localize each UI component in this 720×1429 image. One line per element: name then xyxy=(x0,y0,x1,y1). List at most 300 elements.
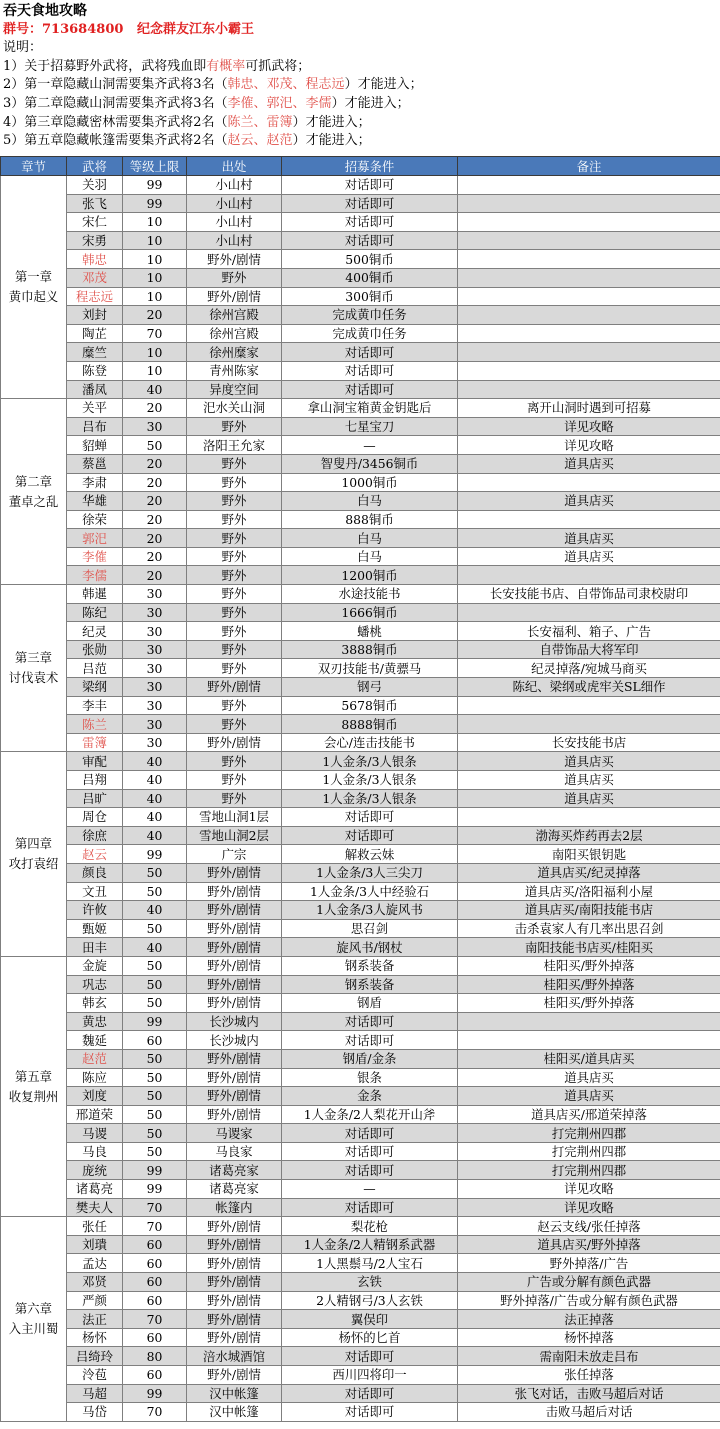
header-chapter: 章节 xyxy=(1,157,67,176)
remarks xyxy=(458,194,720,213)
level-cap: 20 xyxy=(123,473,187,492)
location: 野外 xyxy=(187,454,282,473)
group-memorial: 纪念群友江东小霸王 xyxy=(137,21,255,37)
recruit-condition: 智叟丹/3456铜币 xyxy=(282,454,458,473)
remarks xyxy=(458,566,720,585)
location: 马良家 xyxy=(187,1142,282,1161)
table-row xyxy=(1,1031,720,1050)
remarks: 道具店买 xyxy=(458,492,720,511)
level-cap: 60 xyxy=(123,1235,187,1254)
location: 雪地山洞1层 xyxy=(187,808,282,827)
recruit-condition: 400铜币 xyxy=(282,268,458,287)
remarks: 详见攻略 xyxy=(458,436,720,455)
level-cap: 99 xyxy=(123,1012,187,1031)
table-row xyxy=(1,863,720,882)
level-cap: 30 xyxy=(123,678,187,697)
chapter-title: 入主川蜀 xyxy=(8,1321,59,1337)
location: 野外/剧情 xyxy=(187,1273,282,1292)
note-highlight: 李傕、郭汜、李儒 xyxy=(227,95,332,111)
recruit-condition: 双刃技能书/黄骠马 xyxy=(282,659,458,678)
general-name: 周仓 xyxy=(67,808,123,827)
table-row xyxy=(1,901,720,920)
recruit-condition: 钢系装备 xyxy=(282,956,458,975)
table-row xyxy=(1,306,720,325)
location: 野外 xyxy=(187,771,282,790)
recruit-condition: 对话即可 xyxy=(282,380,458,399)
table-row xyxy=(1,1366,720,1385)
table-row xyxy=(1,399,720,418)
location: 野外 xyxy=(187,696,282,715)
table-row xyxy=(1,194,720,213)
general-name: 邓贤 xyxy=(67,1273,123,1292)
level-cap: 30 xyxy=(123,417,187,436)
recruit-condition: 梨花枪 xyxy=(282,1217,458,1236)
general-name: 许攸 xyxy=(67,901,123,920)
header-recruit-condition: 招募条件 xyxy=(282,157,458,176)
remarks: 需南阳未放走吕布 xyxy=(458,1347,720,1366)
header-remarks: 备注 xyxy=(458,157,720,176)
level-cap: 20 xyxy=(123,454,187,473)
chapter-title: 收复荆州 xyxy=(8,1088,59,1104)
remarks: 打完荆州四郡 xyxy=(458,1161,720,1180)
general-name: 宋勇 xyxy=(67,231,123,250)
location: 野外 xyxy=(187,547,282,566)
chapter-cell xyxy=(1,176,67,399)
note-text: ）才能进入； xyxy=(331,95,410,111)
general-name: 金旋 xyxy=(67,956,123,975)
table-row xyxy=(1,529,720,548)
location: 诸葛亮家 xyxy=(187,1161,282,1180)
general-name: 纪灵 xyxy=(67,622,123,641)
general-name: 邢道荣 xyxy=(67,1105,123,1124)
level-cap: 40 xyxy=(123,771,187,790)
chapter-number: 第五章 xyxy=(14,1068,53,1084)
note-text: 可抓武将； xyxy=(245,58,311,74)
level-cap: 20 xyxy=(123,547,187,566)
recruit-condition: 会心/连击技能书 xyxy=(282,733,458,752)
general-name: 孟达 xyxy=(67,1254,123,1273)
location: 野外 xyxy=(187,510,282,529)
recruit-condition: 1人黑鬃马/2人宝石 xyxy=(282,1254,458,1273)
remarks: 野外掉落/广告 xyxy=(458,1254,720,1273)
location: 野外/剧情 xyxy=(187,1328,282,1347)
recruit-condition: 七星宝刀 xyxy=(282,417,458,436)
recruit-condition: 1人金条/2人精钢系武器 xyxy=(282,1235,458,1254)
table-row xyxy=(1,752,720,771)
notes-title: 说明： xyxy=(3,40,43,56)
table-row xyxy=(1,1105,720,1124)
table-row xyxy=(1,696,720,715)
remarks: 详见攻略 xyxy=(458,1180,720,1199)
recruit-condition: 银条 xyxy=(282,1068,458,1087)
table-row xyxy=(1,1198,720,1217)
general-name: 严颜 xyxy=(67,1291,123,1310)
note-line xyxy=(3,76,717,95)
general-name: 李丰 xyxy=(67,696,123,715)
header-level-cap: 等级上限 xyxy=(123,157,187,176)
table-row xyxy=(1,1087,720,1106)
recruit-condition: 1人金条/2人梨花开山斧 xyxy=(282,1105,458,1124)
level-cap: 70 xyxy=(123,1217,187,1236)
general-name: 李儒 xyxy=(67,566,123,585)
note-text: 5）第五章隐藏帐篷需要集齐武将2名（ xyxy=(3,133,228,149)
level-cap: 10 xyxy=(123,268,187,287)
location: 野外/剧情 xyxy=(187,901,282,920)
remarks: 张任掉落 xyxy=(458,1366,720,1385)
general-name: 庞统 xyxy=(67,1161,123,1180)
chapter-number: 第三章 xyxy=(14,650,53,666)
level-cap: 60 xyxy=(123,1366,187,1385)
location: 野外/剧情 xyxy=(187,1254,282,1273)
location: 野外/剧情 xyxy=(187,1235,282,1254)
recruit-condition: 思召剑 xyxy=(282,919,458,938)
general-name: 徐庶 xyxy=(67,826,123,845)
general-name: 蔡邕 xyxy=(67,454,123,473)
remarks: 道具店买 xyxy=(458,771,720,790)
general-name: 刘封 xyxy=(67,306,123,325)
general-name: 吕范 xyxy=(67,659,123,678)
table-body xyxy=(1,176,720,1422)
note-line xyxy=(3,132,717,151)
location: 野外/剧情 xyxy=(187,1049,282,1068)
table-row xyxy=(1,919,720,938)
table-row xyxy=(1,492,720,511)
recruit-condition: 对话即可 xyxy=(282,1012,458,1031)
table-row xyxy=(1,1142,720,1161)
note-line xyxy=(3,95,717,114)
location: 帐篷内 xyxy=(187,1198,282,1217)
remarks: 道具店买/野外掉落 xyxy=(458,1235,720,1254)
remarks: 桂阳买/野外掉落 xyxy=(458,994,720,1013)
general-name: 陈应 xyxy=(67,1068,123,1087)
recruit-condition: 对话即可 xyxy=(282,361,458,380)
level-cap: 50 xyxy=(123,994,187,1013)
table-header-row xyxy=(1,157,720,176)
recruit-condition: 西川四将印一 xyxy=(282,1366,458,1385)
recruit-condition: 杨怀的匕首 xyxy=(282,1328,458,1347)
location: 野外/剧情 xyxy=(187,1217,282,1236)
table-row xyxy=(1,231,720,250)
table-row xyxy=(1,1161,720,1180)
level-cap: 99 xyxy=(123,1384,187,1403)
table-row xyxy=(1,1403,720,1422)
table-row xyxy=(1,1310,720,1329)
level-cap: 50 xyxy=(123,1124,187,1143)
recruit-condition: 3888铜币 xyxy=(282,640,458,659)
level-cap: 10 xyxy=(123,343,187,362)
table-row xyxy=(1,1049,720,1068)
table-row xyxy=(1,1012,720,1031)
table-row xyxy=(1,547,720,566)
level-cap: 30 xyxy=(123,715,187,734)
remarks: 打完荆州四郡 xyxy=(458,1124,720,1143)
level-cap: 70 xyxy=(123,1198,187,1217)
general-name: 吕旷 xyxy=(67,789,123,808)
table-row xyxy=(1,176,720,195)
general-name: 陈登 xyxy=(67,361,123,380)
location: 野外/剧情 xyxy=(187,938,282,957)
recruit-condition: 1人金条/3人银条 xyxy=(282,771,458,790)
level-cap: 10 xyxy=(123,250,187,269)
location: 野外/剧情 xyxy=(187,1087,282,1106)
remarks: 法正掉落 xyxy=(458,1310,720,1329)
remarks xyxy=(458,603,720,622)
general-name: 甄姬 xyxy=(67,919,123,938)
remarks: 道具店买/南阳技能书店 xyxy=(458,901,720,920)
remarks xyxy=(458,473,720,492)
header-location: 出处 xyxy=(187,157,282,176)
general-name: 韩暹 xyxy=(67,585,123,604)
general-name: 潘凤 xyxy=(67,380,123,399)
location: 雪地山洞2层 xyxy=(187,826,282,845)
recruit-condition: 白马 xyxy=(282,547,458,566)
general-name: 樊夫人 xyxy=(67,1198,123,1217)
chapter-number: 第六章 xyxy=(14,1301,53,1317)
level-cap: 50 xyxy=(123,919,187,938)
location: 野外/剧情 xyxy=(187,1291,282,1310)
level-cap: 50 xyxy=(123,1105,187,1124)
table-row xyxy=(1,1384,720,1403)
table-row xyxy=(1,250,720,269)
general-name: 宋仁 xyxy=(67,213,123,232)
remarks: 道具店买 xyxy=(458,529,720,548)
recruit-condition: 对话即可 xyxy=(282,213,458,232)
group-number: 群号：713684800 xyxy=(3,21,124,37)
remarks xyxy=(458,1012,720,1031)
level-cap: 30 xyxy=(123,640,187,659)
remarks xyxy=(458,808,720,827)
remarks: 详见攻略 xyxy=(458,417,720,436)
level-cap: 50 xyxy=(123,975,187,994)
remarks: 打完荆州四郡 xyxy=(458,1142,720,1161)
recruit-condition: 白马 xyxy=(282,529,458,548)
table-row xyxy=(1,510,720,529)
general-name: 马超 xyxy=(67,1384,123,1403)
general-name: 陶芷 xyxy=(67,324,123,343)
chapter-cell xyxy=(1,1217,67,1422)
location: 小山村 xyxy=(187,231,282,250)
remarks: 陈纪、梁纲或虎牢关SL细作 xyxy=(458,678,720,697)
location: 野外/剧情 xyxy=(187,733,282,752)
remarks: 道具店买/洛阳福利小屋 xyxy=(458,882,720,901)
level-cap: 40 xyxy=(123,901,187,920)
table-row xyxy=(1,1068,720,1087)
table-row xyxy=(1,287,720,306)
chapter-cell xyxy=(1,399,67,585)
recruit-condition: 对话即可 xyxy=(282,1142,458,1161)
note-highlight: 有概率 xyxy=(206,58,246,74)
level-cap: 50 xyxy=(123,1087,187,1106)
table-row xyxy=(1,975,720,994)
level-cap: 10 xyxy=(123,287,187,306)
table-row xyxy=(1,640,720,659)
level-cap: 30 xyxy=(123,696,187,715)
general-name: 魏延 xyxy=(67,1031,123,1050)
level-cap: 10 xyxy=(123,361,187,380)
location: 野外 xyxy=(187,715,282,734)
table-row xyxy=(1,715,720,734)
remarks xyxy=(458,176,720,195)
level-cap: 20 xyxy=(123,510,187,529)
level-cap: 60 xyxy=(123,1273,187,1292)
remarks: 桂阳买/野外掉落 xyxy=(458,956,720,975)
table-row xyxy=(1,826,720,845)
location: 野外/剧情 xyxy=(187,919,282,938)
note-highlight: 赵云、赵范 xyxy=(227,133,293,149)
recruit-condition: 1人金条/3人旋风书 xyxy=(282,901,458,920)
note-text: 1）关于招募野外武将，武将残血即 xyxy=(3,58,207,74)
remarks: 赵云支线/张任掉落 xyxy=(458,1217,720,1236)
table-row xyxy=(1,566,720,585)
level-cap: 99 xyxy=(123,1161,187,1180)
table-row xyxy=(1,454,720,473)
level-cap: 50 xyxy=(123,1068,187,1087)
location: 野外 xyxy=(187,585,282,604)
recruit-condition: 水途技能书 xyxy=(282,585,458,604)
level-cap: 70 xyxy=(123,1403,187,1422)
recruit-condition: 对话即可 xyxy=(282,1161,458,1180)
general-name: 诸葛亮 xyxy=(67,1180,123,1199)
level-cap: 80 xyxy=(123,1347,187,1366)
general-name: 田丰 xyxy=(67,938,123,957)
remarks xyxy=(458,324,720,343)
location: 徐州宫殿 xyxy=(187,306,282,325)
table-row xyxy=(1,956,720,975)
chapter-title: 黄巾起义 xyxy=(8,289,59,305)
table-row xyxy=(1,678,720,697)
table-row xyxy=(1,1273,720,1292)
remarks: 野外掉落/广告或分解有颜色武器 xyxy=(458,1291,720,1310)
remarks xyxy=(458,715,720,734)
chapter-title: 董卓之乱 xyxy=(8,493,59,509)
recruit-condition: 蟠桃 xyxy=(282,622,458,641)
general-name: 黄忠 xyxy=(67,1012,123,1031)
general-name: 徐荣 xyxy=(67,510,123,529)
location: 野外/剧情 xyxy=(187,250,282,269)
remarks: 渤海买炸药再去2层 xyxy=(458,826,720,845)
table-row xyxy=(1,1291,720,1310)
note-text: 4）第三章隐藏密林需要集齐武将2名（ xyxy=(3,114,228,130)
location: 野外 xyxy=(187,473,282,492)
header-general: 武将 xyxy=(67,157,123,176)
recruit-condition: 8888铜币 xyxy=(282,715,458,734)
chapter-number: 第四章 xyxy=(14,836,53,852)
general-name: 张任 xyxy=(67,1217,123,1236)
level-cap: 30 xyxy=(123,622,187,641)
recruit-condition: 钢弓 xyxy=(282,678,458,697)
level-cap: 70 xyxy=(123,1310,187,1329)
remarks xyxy=(458,510,720,529)
general-name: 杨怀 xyxy=(67,1328,123,1347)
location: 野外/剧情 xyxy=(187,1068,282,1087)
remarks: 道具店买 xyxy=(458,454,720,473)
location: 野外 xyxy=(187,789,282,808)
general-name: 泠苞 xyxy=(67,1366,123,1385)
remarks: 南阳技能书店买/桂阳买 xyxy=(458,938,720,957)
location: 青州陈家 xyxy=(187,361,282,380)
general-name: 貂蝉 xyxy=(67,436,123,455)
recruit-condition: 对话即可 xyxy=(282,826,458,845)
level-cap: 50 xyxy=(123,1049,187,1068)
general-name: 关羽 xyxy=(67,176,123,195)
table-row xyxy=(1,361,720,380)
level-cap: 40 xyxy=(123,808,187,827)
recruit-condition: 1000铜币 xyxy=(282,473,458,492)
chapter-cell xyxy=(1,752,67,957)
general-name: 刘璝 xyxy=(67,1235,123,1254)
level-cap: 20 xyxy=(123,306,187,325)
level-cap: 60 xyxy=(123,1031,187,1050)
general-name: 文丑 xyxy=(67,882,123,901)
table-row xyxy=(1,771,720,790)
location: 小山村 xyxy=(187,176,282,195)
recruit-condition: 完成黄巾任务 xyxy=(282,306,458,325)
general-name: 吕布 xyxy=(67,417,123,436)
level-cap: 10 xyxy=(123,231,187,250)
remarks xyxy=(458,250,720,269)
general-name: 雷簿 xyxy=(67,733,123,752)
table-row xyxy=(1,213,720,232)
remarks: 桂阳买/野外掉落 xyxy=(458,975,720,994)
table-row xyxy=(1,324,720,343)
location: 异度空间 xyxy=(187,380,282,399)
location: 小山村 xyxy=(187,194,282,213)
general-name: 张勋 xyxy=(67,640,123,659)
remarks: 长安技能书店、自带饰品司隶校尉印 xyxy=(458,585,720,604)
level-cap: 10 xyxy=(123,213,187,232)
recruit-condition: 1666铜币 xyxy=(282,603,458,622)
recruit-condition: 1人金条/3人银条 xyxy=(282,789,458,808)
location: 诸葛亮家 xyxy=(187,1180,282,1199)
table-row xyxy=(1,603,720,622)
table-row xyxy=(1,436,720,455)
level-cap: 99 xyxy=(123,845,187,864)
location: 野外/剧情 xyxy=(187,863,282,882)
level-cap: 20 xyxy=(123,492,187,511)
remarks: 长安福利、箱子、广告 xyxy=(458,622,720,641)
recruit-condition: 1人金条/3人中经验石 xyxy=(282,882,458,901)
table-row xyxy=(1,938,720,957)
note-line xyxy=(3,58,717,77)
recruit-condition: 对话即可 xyxy=(282,1198,458,1217)
table-row xyxy=(1,473,720,492)
level-cap: 40 xyxy=(123,380,187,399)
location: 野外 xyxy=(187,529,282,548)
guide-title: 吞天食地攻略 xyxy=(3,3,87,19)
remarks: 击杀袁家人有几率出思召剑 xyxy=(458,919,720,938)
table-row xyxy=(1,1328,720,1347)
recruit-condition: 5678铜币 xyxy=(282,696,458,715)
location: 野外 xyxy=(187,268,282,287)
recruit-condition: 翼俣印 xyxy=(282,1310,458,1329)
guide-header xyxy=(0,0,720,156)
remarks: 道具店买/纪灵掉落 xyxy=(458,863,720,882)
remarks: 纪灵掉落/宛城马商买 xyxy=(458,659,720,678)
remarks: 道具店买 xyxy=(458,752,720,771)
general-name: 郭汜 xyxy=(67,529,123,548)
location: 野外/剧情 xyxy=(187,1105,282,1124)
chapter-number: 第二章 xyxy=(14,473,53,489)
recruit-condition: 888铜币 xyxy=(282,510,458,529)
recruit-condition: 白马 xyxy=(282,492,458,511)
remarks: 南阳买银钥匙 xyxy=(458,845,720,864)
recruit-condition: 玄铁 xyxy=(282,1273,458,1292)
level-cap: 99 xyxy=(123,176,187,195)
chapter-title: 攻打袁绍 xyxy=(8,856,59,872)
level-cap: 30 xyxy=(123,585,187,604)
location: 小山村 xyxy=(187,213,282,232)
table-row xyxy=(1,622,720,641)
